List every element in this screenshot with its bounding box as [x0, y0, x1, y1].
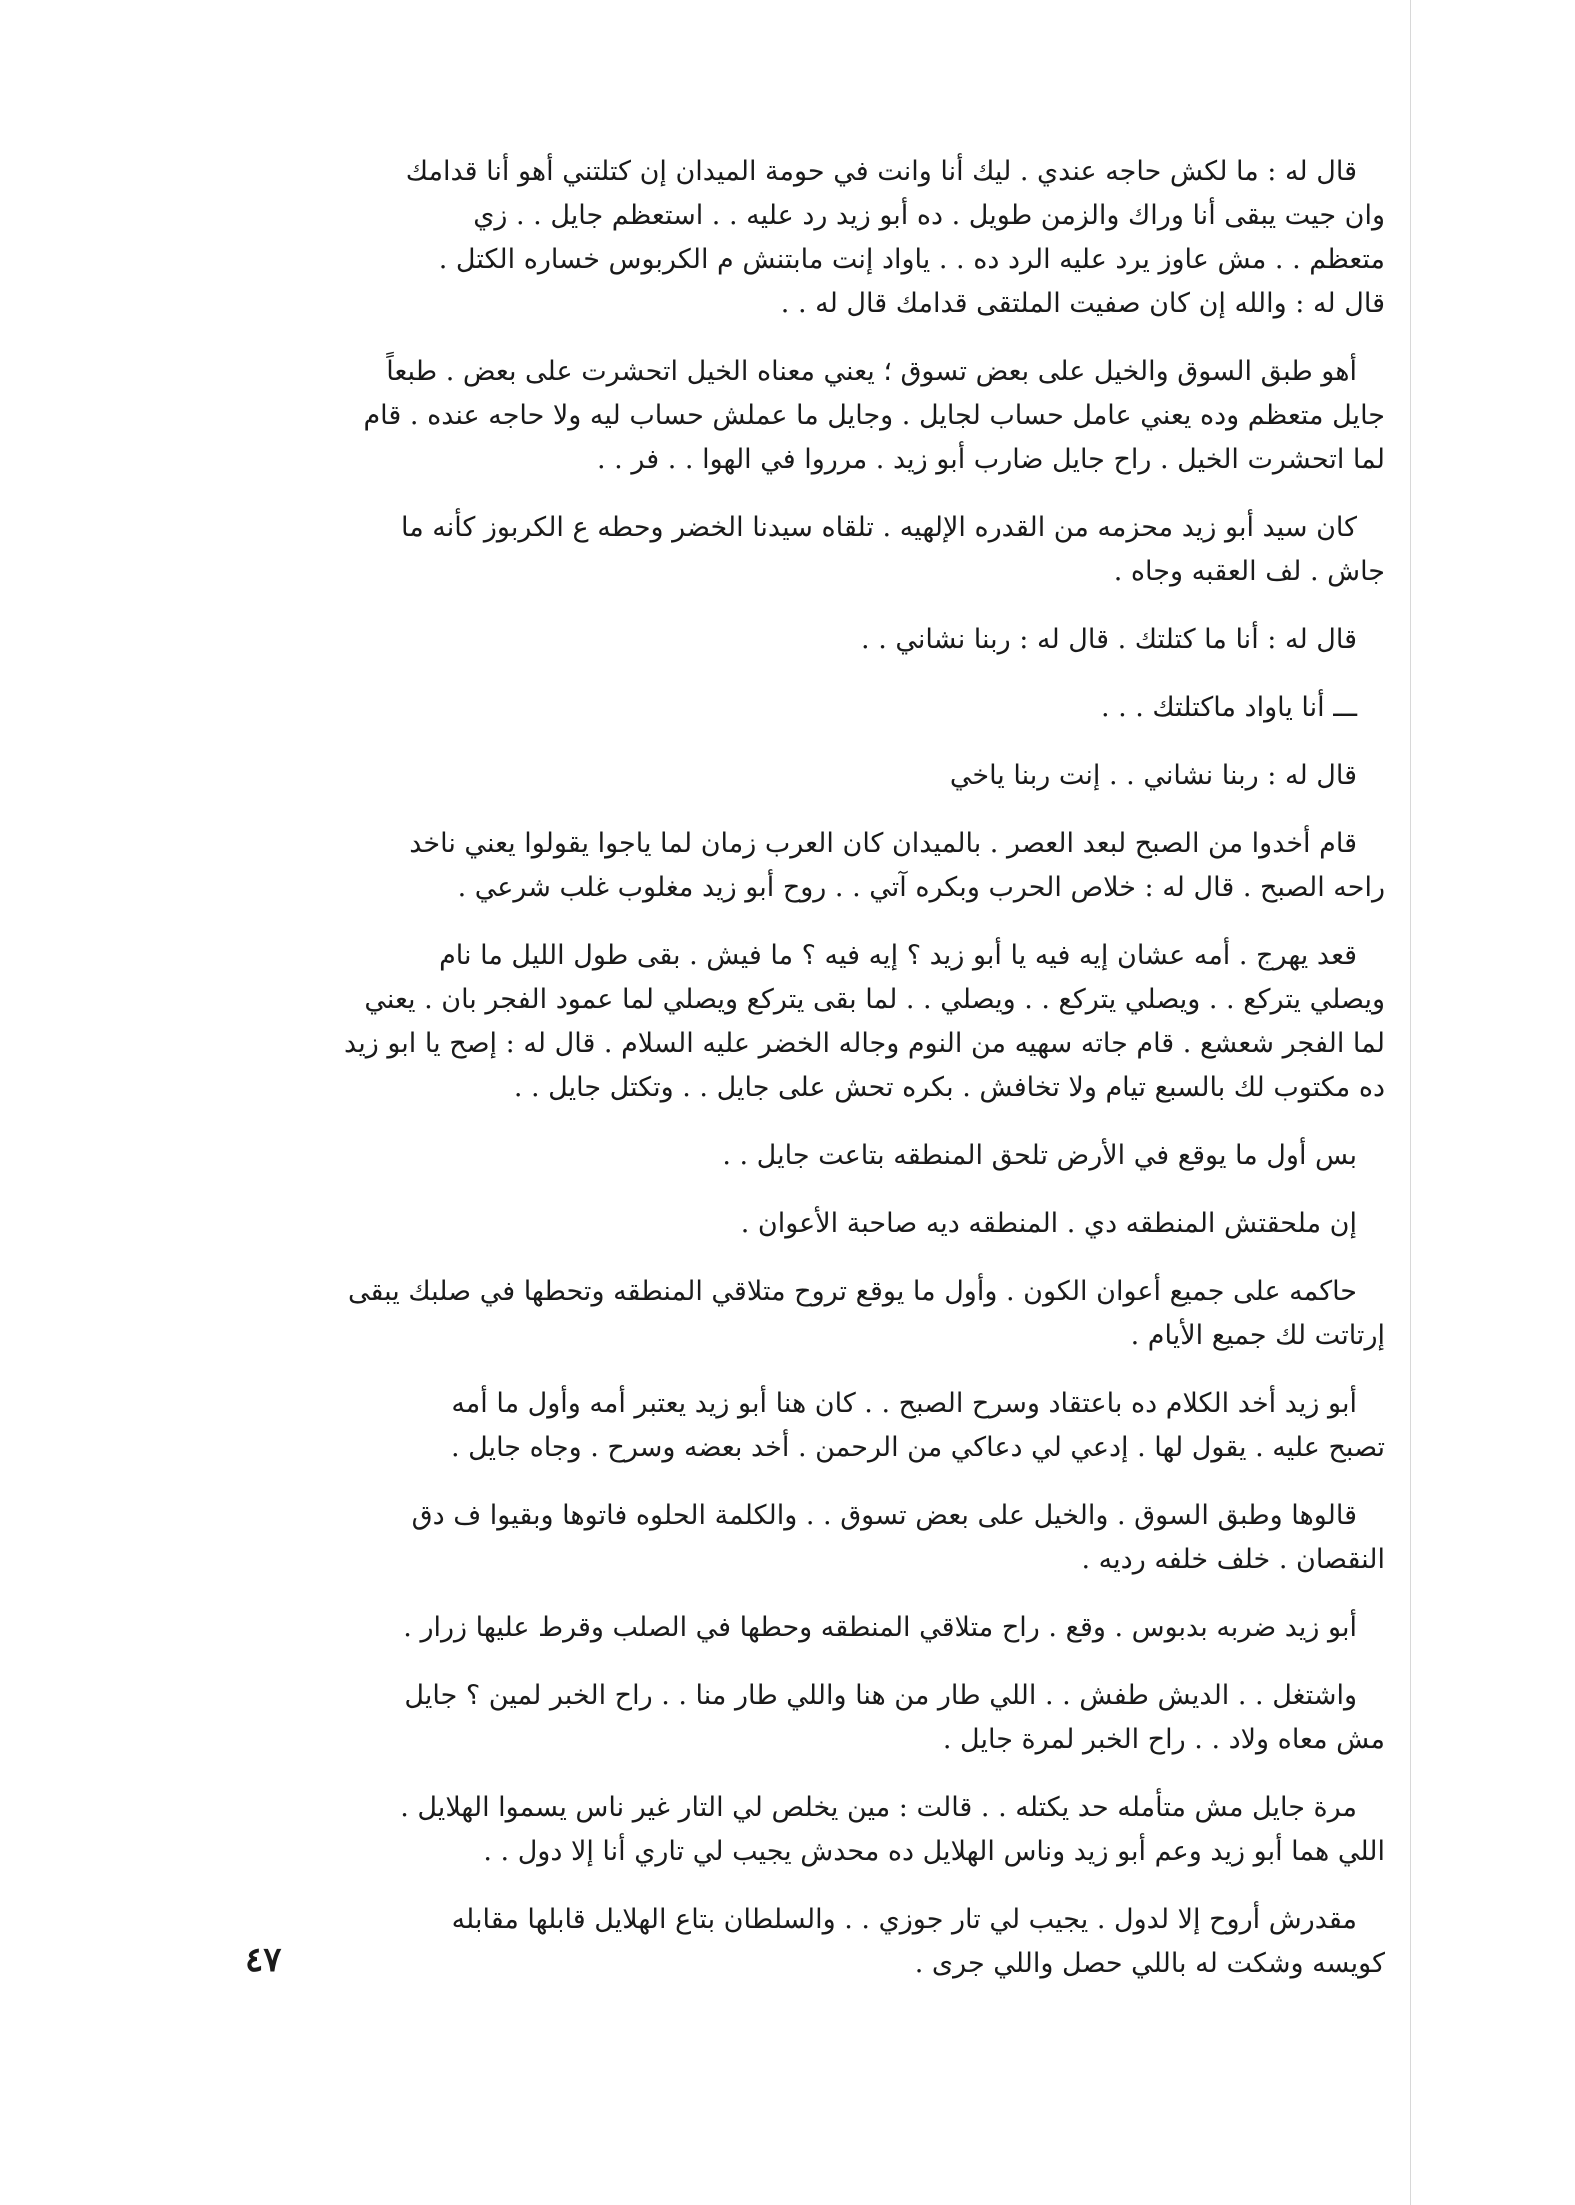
text-line: مش معاه ولاد . . راح الخبر لمرة جايل .: [942, 1724, 1385, 1755]
text-line: إرتاتت لك جميع الأيام .: [1130, 1320, 1385, 1351]
paragraph: [305, 506, 1385, 594]
text-line: مرة جايل مش متأمله حد يكتله . . قالت : مين يخلص لي التار غير ناس يسموا الهلايل .: [400, 1792, 1357, 1823]
paragraph: [305, 686, 1385, 730]
paragraph: [305, 1494, 1385, 1582]
text-line: قام أخدوا من الصبح لبعد العصر . بالميدان كان العرب زمان لما ياجوا يقولوا يعني ناخد: [409, 828, 1357, 859]
text-column: [305, 150, 1385, 2010]
text-line: قال له : ما لكش حاجه عندي . ليك أنا وانت في حومة الميدان إن كتلتني أهو أنا قدامك: [405, 156, 1357, 187]
paragraph: [305, 350, 1385, 482]
text-line: حاكمه على جميع أعوان الكون . وأول ما يوقع تروح متلاقي المنطقه وتحطها في صلبك يبقى: [347, 1276, 1357, 1307]
paragraph: [305, 934, 1385, 1110]
text-line: ده مكتوب لك بالسبع تيام ولا تخافش . بكره تحش على جايل . . وتكتل جايل . .: [513, 1072, 1385, 1103]
paragraph: [305, 1786, 1385, 1874]
page-edge: [1410, 0, 1411, 2205]
text-line: النقصان . خلف خلفه رديه .: [1081, 1544, 1385, 1575]
text-line: ويصلي يتركع . . ويصلي يتركع . . ويصلي . . لما بقى يتركع ويصلي لما عمود الفجر بان . يعني: [364, 984, 1385, 1015]
text-line: تصبح عليه . يقول لها . إدعي لي دعاكي من الرحمن . أخد بعضه وسرح . وجاه جايل .: [450, 1432, 1385, 1463]
text-line: قال له : أنا ما كتلتك . قال له : ربنا نشاني . .: [861, 624, 1357, 655]
text-line: راحه الصبح . قال له : خلاص الحرب وبكره آتي . . روح أبو زيد مغلوب غلب شرعي .: [457, 872, 1385, 903]
paragraph: [305, 1270, 1385, 1358]
paragraph: [305, 1674, 1385, 1762]
paragraph: [305, 1202, 1385, 1246]
paragraph: [305, 754, 1385, 798]
paragraph: [305, 1134, 1385, 1178]
paragraph: [305, 1382, 1385, 1470]
paragraph: [305, 150, 1385, 326]
text-line: أهو طبق السوق والخيل على بعض تسوق ؛ يعني معناه الخيل اتحشرت على بعض . طبعاً: [386, 356, 1357, 387]
text-line: كويسه وشكت له باللي حصل واللي جرى .: [914, 1948, 1385, 1979]
text-line: قال له : ربنا نشاني . . إنت ربنا ياخي: [949, 760, 1357, 791]
text-line: لما اتحشرت الخيل . راح جايل ضارب أبو زيد . مرروا في الهوا . . فر . .: [597, 444, 1385, 475]
text-line: قالوها وطبق السوق . والخيل على بعض تسوق . . والكلمة الحلوه فاتوها وبقيوا ف دق: [411, 1500, 1357, 1531]
text-line: جاش . لف العقبه وجاه .: [1113, 556, 1385, 587]
text-line: واشتغل . . الديش طفش . . اللي طار من هنا واللي طار منا . . راح الخبر لمين ؟ جايل: [404, 1680, 1357, 1711]
paragraph: [305, 1606, 1385, 1650]
paragraph: [305, 822, 1385, 910]
text-line: أبو زيد أخد الكلام ده باعتقاد وسرح الصبح . . كان هنا أبو زيد يعتبر أمه وأول ما أمه: [451, 1388, 1357, 1419]
text-line: قعد يهرج . أمه عشان إيه فيه يا أبو زيد ؟ إيه فيه ؟ ما فيش . بقى طول الليل ما نام: [439, 940, 1357, 971]
text-line: اللي هما أبو زيد وعم أبو زيد وناس الهلايل ده محدش يجيب لي تاري أنا إلا دول . .: [483, 1836, 1385, 1867]
text-line: لما الفجر شعشع . قام جاته سهيه من النوم وجاله الخضر عليه السلام . قال له : إصح يا ابو زيد: [344, 1028, 1385, 1059]
text-line: وان جيت يبقى أنا وراك والزمن طويل . ده أبو زيد رد عليه . . استعظم جايل . . زي: [473, 200, 1385, 231]
text-line: بس أول ما يوقع في الأرض تلحق المنطقه بتاعت جايل . .: [722, 1140, 1357, 1171]
page-number: ٤٧: [245, 1940, 282, 1980]
text-line: جايل متعظم وده يعني عامل حساب لجايل . وجايل ما عملش حساب ليه ولا حاجه عنده . قام: [363, 400, 1385, 431]
paragraph: [305, 1898, 1385, 1986]
text-line: قال له : والله إن كان صفيت الملتقى قدامك قال له . .: [780, 288, 1385, 319]
text-line: متعظم . . مش عاوز يرد عليه الرد ده . . ياواد إنت مابتنش م الكربوس خساره الكتل .: [438, 244, 1385, 275]
paragraph: [305, 618, 1385, 662]
text-line: كان سيد أبو زيد محزمه من القدره الإلهيه . تلقاه سيدنا الخضر وحطه ع الكربوز كأنه ما: [400, 512, 1357, 543]
text-line: إن ملحقتش المنطقه دي . المنطقه ديه صاحبة الأعوان .: [740, 1208, 1357, 1239]
text-line: أبو زيد ضربه بدبوس . وقع . راح متلاقي المنطقه وحطها في الصلب وقرط عليها زرار .: [403, 1612, 1357, 1643]
text-line: ـــ أنا ياواد ماكتلتك . . .: [1100, 692, 1357, 723]
text-line: مقدرش أروح إلا لدول . يجيب لي تار جوزي . . والسلطان بتاع الهلايل قابلها مقابله: [451, 1904, 1357, 1935]
